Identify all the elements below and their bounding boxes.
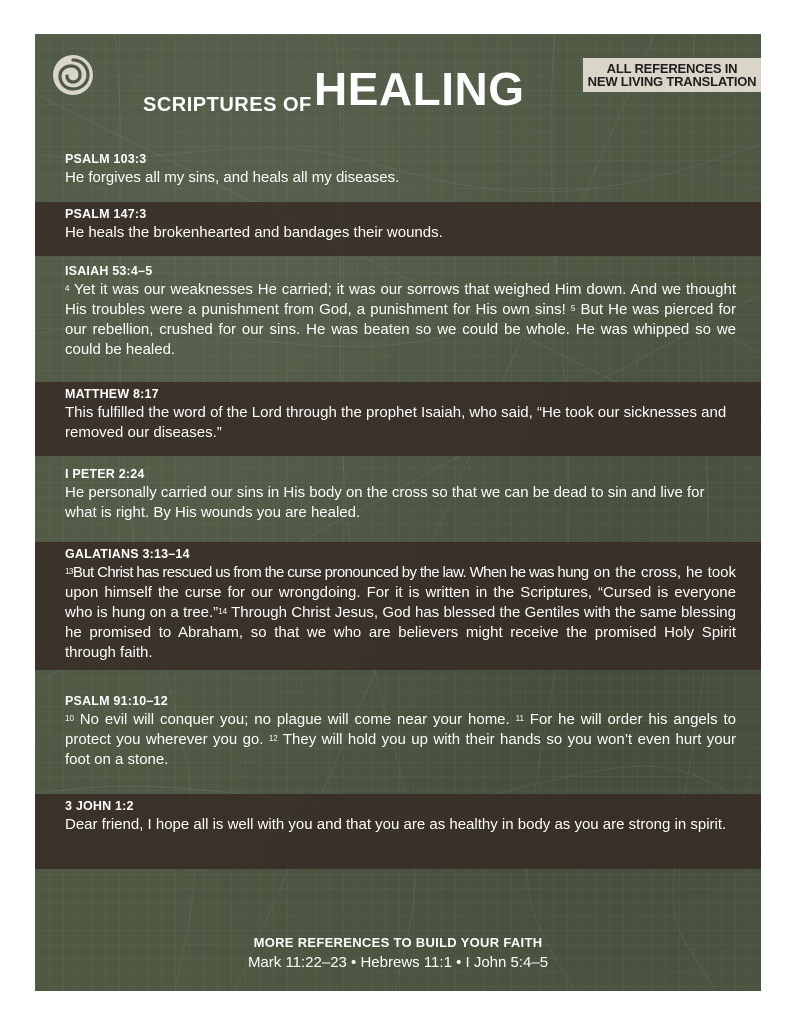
scripture-text: He forgives all my sins, and heals all my diseases. <box>65 169 400 186</box>
scripture-block-matthew-8 <box>35 382 761 456</box>
scripture-sheet <box>35 34 761 991</box>
translation-note-line2: NEW LIVING TRANSLATION <box>587 74 757 89</box>
verse-number: 5 <box>570 304 576 313</box>
page-title <box>143 52 563 116</box>
verse-number: 12 <box>268 734 278 743</box>
footer-heading: MORE REFERENCES TO BUILD YOUR FAITH <box>253 935 543 950</box>
scripture-text: He personally carried our sins in His body on the cross so that we can be dead to sin and live for what is right. By His wounds you are healed. <box>65 484 705 521</box>
scripture-text: $^{10}$ No evil will conquer you; no plague will come near your home. $^{11}$ For he will order his angels to protect you wherever you go. $^{12}$ They will hold you up with their hands so you won’t even hurt your foot on a stone. <box>65 711 737 768</box>
scripture-text: This fulfilled the word of the Lord through the prophet Isaiah, who said, “He took our sicknesses and removed our diseases.” <box>65 404 727 441</box>
scripture-reference: PSALM 147:3 <box>65 207 147 221</box>
scripture-block-3-john-1 <box>35 794 761 869</box>
scripture-text: $^4$ Yet it was our weaknesses He carried; it was our sorrows that weighed Him down. And we thought His troubles were a punishment from God, a punishment for His own sins! $^5$ But He was pierced for our rebellion, crushed for our sins. He was beaten so we could be whole. He was whipped so we could be healed. <box>65 281 737 358</box>
scripture-text: Dear friend, I hope all is well with you and that you are as healthy in body as you are strong in spirit. <box>65 816 727 833</box>
footer-references: Mark 11:22–23 • Hebrews 11:1 • I John 5:4–5 <box>247 954 549 971</box>
scripture-reference: 3 JOHN 1:2 <box>65 799 134 813</box>
verse-number: 4 <box>65 284 70 293</box>
scripture-block-psalm-103 <box>35 148 761 202</box>
title-main: HEALING <box>314 63 525 115</box>
scripture-block-psalm-91 <box>35 670 761 788</box>
scripture-block-isaiah-53 <box>35 256 761 382</box>
scripture-block-1-peter-2 <box>35 456 761 542</box>
verse-number: 10 <box>65 714 74 723</box>
scripture-reference: PSALM 91:10–12 <box>65 694 168 708</box>
scripture-reference: ISAIAH 53:4–5 <box>65 264 153 278</box>
scripture-reference: PSALM 103:3 <box>65 152 147 166</box>
swirl-icon <box>52 54 94 96</box>
verse-number: 13 <box>65 567 73 576</box>
scripture-reference: I PETER 2:24 <box>65 467 145 481</box>
scripture-reference: MATTHEW 8:17 <box>65 387 159 401</box>
translation-note-badge <box>583 58 761 92</box>
scripture-block-psalm-147 <box>35 202 761 256</box>
scripture-reference: GALATIANS 3:13–14 <box>65 547 190 561</box>
verse-number: 11 <box>515 714 524 723</box>
title-prefix: SCRIPTURES OF <box>143 94 312 116</box>
scripture-text: $^{13}$But Christ has rescued us from the curse pronounced by the law. When he was hung on the cross, he took upon himself the curse for our wrongdoing. For it is written in the Scriptures, “Cursed is everyone who is hung on a tree.”$^{14}$ Through Christ Jesus, God has blessed the Gentiles with the same blessing he promised to Abraham, so that we who are believers might receive the promised Holy Spirit through faith. <box>65 564 736 661</box>
footer <box>35 934 761 973</box>
verse-number: 14 <box>218 607 228 616</box>
scripture-block-galatians-3 <box>35 542 761 670</box>
translation-note-line1: ALL REFERENCES IN <box>606 61 738 76</box>
scripture-text: He heals the brokenhearted and bandages their wounds. <box>65 224 443 241</box>
